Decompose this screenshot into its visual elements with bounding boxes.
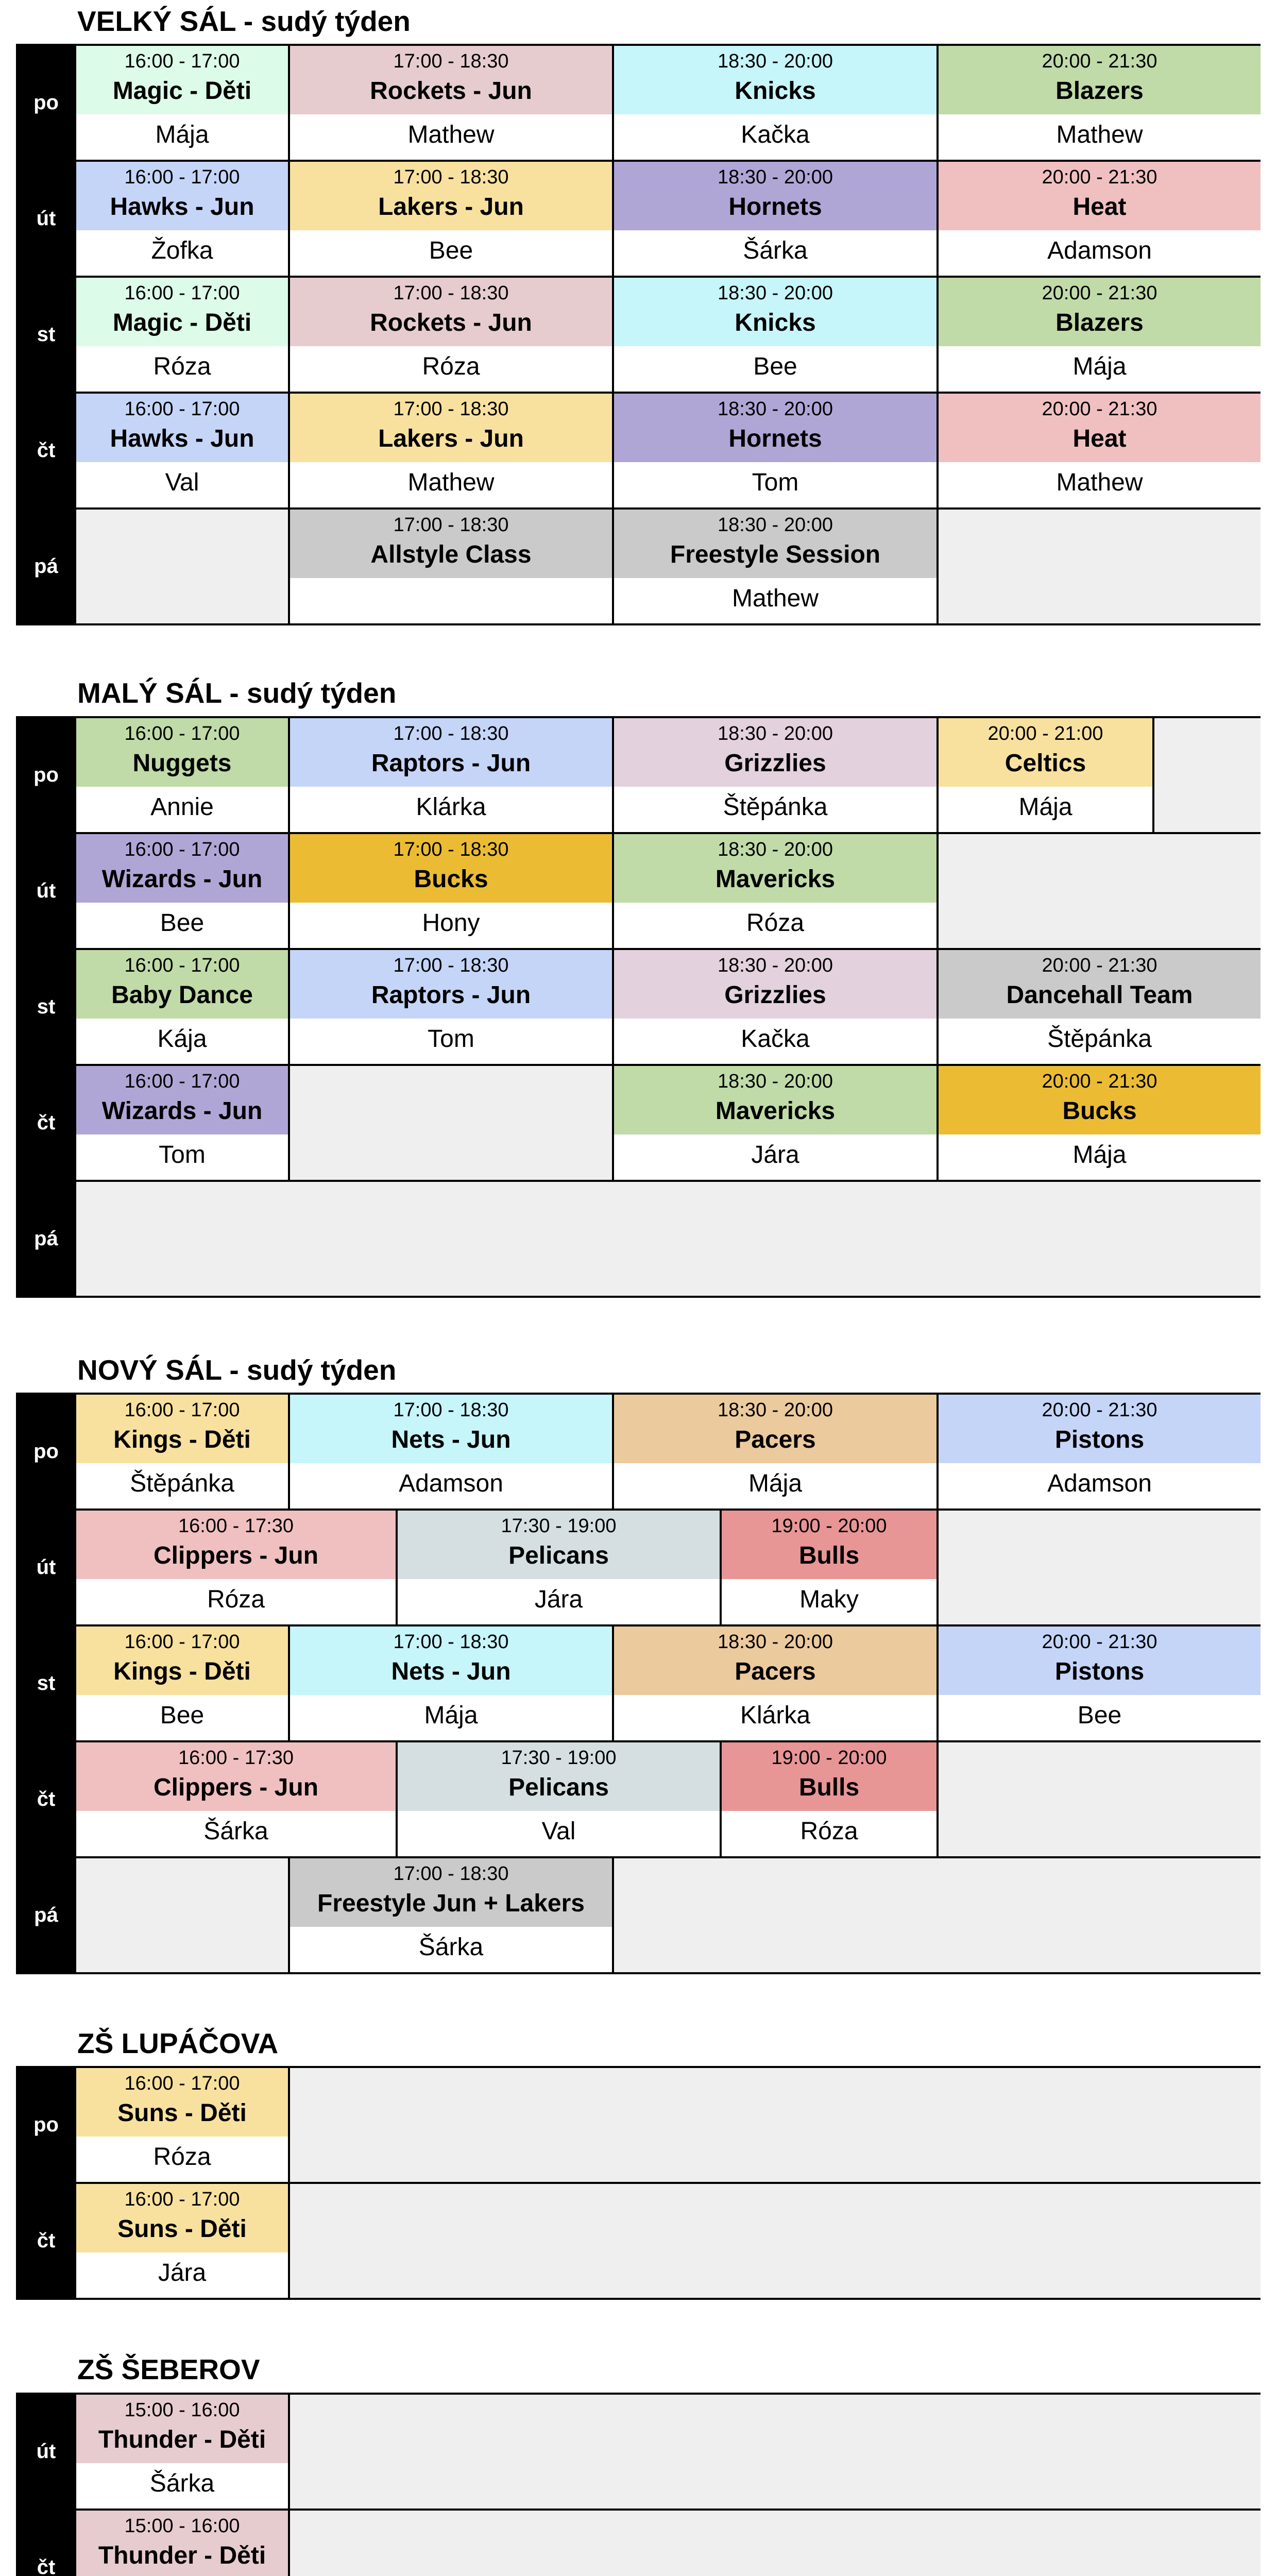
class-cell-rockets-jun[interactable] xyxy=(288,46,612,160)
class-cell-bulls[interactable] xyxy=(720,1511,937,1624)
class-cell-mavericks[interactable] xyxy=(612,1066,937,1180)
class-cell-hornets[interactable] xyxy=(612,162,937,276)
schedule-table-novy-sal xyxy=(16,1393,1261,1974)
class-time: 16:00 - 17:00 xyxy=(124,166,240,188)
class-time: 16:00 - 17:00 xyxy=(124,50,240,72)
class-cell-blazers[interactable] xyxy=(937,46,1261,160)
class-name: Clippers - Jun xyxy=(153,1542,319,1569)
class-header xyxy=(614,1626,937,1695)
class-time: 16:00 - 17:00 xyxy=(124,839,240,860)
class-name: Baby Dance xyxy=(111,981,253,1009)
class-name: Hornets xyxy=(728,193,822,221)
class-cell-pacers[interactable] xyxy=(612,1395,937,1509)
class-teacher: Šárka xyxy=(418,1934,484,1961)
class-teacher: Bee xyxy=(753,353,797,380)
empty-slot xyxy=(288,2068,1261,2182)
class-cell-suns-deti[interactable] xyxy=(74,2184,288,2298)
class-cell-hawks-jun[interactable] xyxy=(74,394,288,507)
class-cell-heat[interactable] xyxy=(937,394,1261,507)
class-teacher: Adamson xyxy=(1047,1470,1152,1497)
class-time: 18:30 - 20:00 xyxy=(718,282,833,304)
class-header xyxy=(76,1066,288,1134)
class-cell-knicks[interactable] xyxy=(612,278,937,392)
empty-slot xyxy=(1152,718,1261,832)
class-header xyxy=(76,2184,288,2252)
class-name: Hornets xyxy=(728,425,822,452)
class-header xyxy=(76,2511,288,2576)
class-cell-nuggets[interactable] xyxy=(74,718,288,832)
class-name: Pistons xyxy=(1054,1426,1145,1453)
class-teacher: Klárka xyxy=(740,1702,811,1729)
class-header xyxy=(76,834,288,903)
class-name: Magic - Děti xyxy=(112,77,252,105)
class-time: 16:00 - 17:00 xyxy=(124,723,240,744)
class-header xyxy=(939,162,1261,230)
class-teacher: Klárka xyxy=(416,793,486,821)
class-time: 18:30 - 20:00 xyxy=(718,166,833,188)
day-label-po: po xyxy=(33,91,59,114)
class-name: Bulls xyxy=(798,1542,860,1569)
class-name: Rockets - Jun xyxy=(370,309,532,336)
class-name: Freestyle Jun + Lakers xyxy=(317,1890,585,1917)
class-name: Nuggets xyxy=(132,750,232,777)
class-header xyxy=(76,162,288,230)
class-teacher: Róza xyxy=(800,1818,858,1845)
class-cell-kings-deti[interactable] xyxy=(74,1395,288,1509)
day-label-st: st xyxy=(37,323,56,346)
class-cell-mavericks[interactable] xyxy=(612,834,937,948)
class-teacher: Kačka xyxy=(741,121,810,148)
class-time: 17:00 - 18:30 xyxy=(393,955,509,976)
class-name: Dancehall Team xyxy=(1006,981,1193,1009)
class-teacher: Mathew xyxy=(1056,121,1143,148)
class-name: Suns - Děti xyxy=(117,2099,247,2127)
class-teacher: Róza xyxy=(153,2143,211,2171)
schedule-table-velky-sal xyxy=(16,44,1261,625)
class-teacher: Val xyxy=(165,469,199,496)
class-time: 19:00 - 20:00 xyxy=(771,1747,887,1769)
class-name: Hawks - Jun xyxy=(110,193,254,221)
class-cell-lakers-jun[interactable] xyxy=(288,394,612,507)
class-cell-baby-dance[interactable] xyxy=(74,950,288,1064)
day-label-ct: čt xyxy=(37,1111,56,1134)
class-time: 17:00 - 18:30 xyxy=(393,1399,509,1421)
class-header xyxy=(290,1858,612,1927)
class-teacher: Hony xyxy=(422,909,480,937)
section-title-maly-sal: MALÝ SÁL - sudý týden xyxy=(77,677,397,709)
class-teacher: Žofka xyxy=(151,237,213,264)
class-header xyxy=(614,1066,937,1134)
class-header xyxy=(76,1395,288,1463)
day-label-ut: út xyxy=(36,879,56,902)
class-teacher: Val xyxy=(541,1818,576,1845)
class-teacher: Róza xyxy=(746,909,805,937)
class-name: Pelicans xyxy=(508,1774,609,1801)
class-teacher: Mája xyxy=(424,1702,478,1729)
class-name: Rockets - Jun xyxy=(370,77,532,105)
class-header xyxy=(290,394,612,462)
class-teacher: Mája xyxy=(155,121,209,148)
class-time: 17:00 - 18:30 xyxy=(393,398,509,420)
class-name: Hawks - Jun xyxy=(110,425,254,452)
class-header xyxy=(290,278,612,346)
class-header xyxy=(939,1066,1261,1134)
class-header xyxy=(614,278,937,346)
class-time: 15:00 - 16:00 xyxy=(124,2515,240,2537)
class-teacher: Bee xyxy=(160,1702,205,1729)
class-time: 17:00 - 18:30 xyxy=(393,514,509,536)
day-label-ut: út xyxy=(36,207,56,230)
class-teacher: Mája xyxy=(1018,793,1072,821)
class-teacher: Mája xyxy=(1072,1141,1127,1168)
day-label-pa: pá xyxy=(34,1904,58,1926)
class-name: Pelicans xyxy=(508,1542,609,1569)
class-teacher: Róza xyxy=(153,353,211,380)
empty-slot xyxy=(288,1066,612,1180)
class-header xyxy=(76,1626,288,1695)
class-time: 18:30 - 20:00 xyxy=(718,955,833,976)
class-cell-thunder-deti[interactable] xyxy=(74,2395,288,2509)
class-header xyxy=(290,510,612,578)
class-header xyxy=(939,950,1261,1019)
class-time: 18:30 - 20:00 xyxy=(718,1399,833,1421)
day-label-st: st xyxy=(37,995,56,1018)
class-cell-celtics[interactable] xyxy=(937,718,1152,832)
class-header xyxy=(290,46,612,114)
schedule-table-zs-seberov xyxy=(16,2393,1261,2576)
class-teacher: Adamson xyxy=(1047,237,1152,264)
class-cell-heat[interactable] xyxy=(937,162,1261,276)
class-name: Clippers - Jun xyxy=(153,1774,319,1801)
day-label-ct: čt xyxy=(37,2556,56,2576)
class-time: 20:00 - 21:30 xyxy=(1042,166,1157,188)
empty-slot xyxy=(74,510,288,623)
class-time: 18:30 - 20:00 xyxy=(718,1631,833,1653)
class-header xyxy=(76,394,288,462)
day-label-pa: pá xyxy=(34,555,58,578)
class-cell-raptors-jun[interactable] xyxy=(288,950,612,1064)
empty-slot xyxy=(937,834,1261,948)
day-label-po: po xyxy=(33,1440,59,1463)
empty-slot xyxy=(612,1858,1261,1972)
class-name: Knicks xyxy=(735,309,816,336)
empty-slot xyxy=(288,2184,1261,2298)
class-header xyxy=(76,46,288,114)
class-header xyxy=(939,278,1261,346)
class-time: 17:00 - 18:30 xyxy=(393,282,509,304)
class-header xyxy=(722,1742,937,1811)
class-teacher: Štěpánka xyxy=(130,1470,234,1497)
class-cell-hornets[interactable] xyxy=(612,394,937,507)
class-header xyxy=(76,2068,288,2137)
class-time: 19:00 - 20:00 xyxy=(771,1515,887,1537)
class-time: 16:00 - 17:00 xyxy=(124,955,240,976)
class-name: Mavericks xyxy=(715,866,836,893)
class-cell-rockets-jun[interactable] xyxy=(288,278,612,392)
class-teacher: Jára xyxy=(751,1141,799,1168)
class-name: Suns - Děti xyxy=(117,2215,247,2243)
class-cell-suns-deti[interactable] xyxy=(74,2068,288,2182)
class-name: Heat xyxy=(1072,425,1127,452)
class-teacher: Bee xyxy=(1077,1702,1122,1729)
class-header xyxy=(290,162,612,230)
class-time: 16:00 - 17:00 xyxy=(124,2189,240,2210)
class-time: 18:30 - 20:00 xyxy=(718,398,833,420)
class-time: 17:00 - 18:30 xyxy=(393,839,509,860)
class-name: Grizzlies xyxy=(724,981,826,1009)
class-name: Magic - Děti xyxy=(112,309,252,336)
class-header xyxy=(722,1511,937,1579)
class-teacher: Mathew xyxy=(407,121,495,148)
class-cell-thunder-deti[interactable] xyxy=(74,2511,288,2576)
class-name: Knicks xyxy=(735,77,816,105)
class-time: 17:30 - 19:00 xyxy=(501,1747,617,1769)
class-time: 16:00 - 17:00 xyxy=(124,1631,240,1653)
class-cell-clippers-jun[interactable] xyxy=(74,1511,396,1624)
class-name: Pistons xyxy=(1054,1658,1145,1685)
class-header xyxy=(76,278,288,346)
class-teacher: Tom xyxy=(752,469,799,496)
class-header xyxy=(614,950,937,1019)
class-teacher: Kája xyxy=(157,1025,207,1053)
class-cell-hawks-jun[interactable] xyxy=(74,162,288,276)
class-teacher: Mája xyxy=(748,1470,803,1497)
class-time: 18:30 - 20:00 xyxy=(718,839,833,860)
section-title-novy-sal: NOVÝ SÁL - sudý týden xyxy=(77,1354,397,1386)
class-time: 17:00 - 18:30 xyxy=(393,50,509,72)
schedule-table-zs-lupacova xyxy=(16,2066,1261,2300)
schedule-table-maly-sal xyxy=(16,716,1261,1298)
class-time: 18:30 - 20:00 xyxy=(718,1071,833,1092)
class-name: Bucks xyxy=(1062,1097,1137,1125)
empty-slot xyxy=(74,1858,288,1972)
section-title-zs-lupacova: ZŠ LUPÁČOVA xyxy=(77,2027,279,2059)
class-cell-clippers-jun[interactable] xyxy=(74,1742,396,1856)
class-teacher: Šárka xyxy=(149,2470,215,2497)
class-cell-blazers[interactable] xyxy=(937,278,1261,392)
class-name: Lakers - Jun xyxy=(378,193,524,221)
day-label-ut: út xyxy=(36,1556,56,1579)
class-cell-bulls[interactable] xyxy=(720,1742,937,1856)
class-teacher: Tom xyxy=(428,1025,474,1053)
class-cell-pelicans[interactable] xyxy=(396,1511,720,1624)
class-cell-nets-jun[interactable] xyxy=(288,1626,612,1740)
class-time: 17:00 - 18:30 xyxy=(393,723,509,744)
class-header xyxy=(614,834,937,903)
class-cell-pistons[interactable] xyxy=(937,1395,1261,1509)
class-header xyxy=(398,1742,720,1811)
class-header xyxy=(939,1626,1261,1695)
class-time: 18:30 - 20:00 xyxy=(718,723,833,744)
class-time: 20:00 - 21:30 xyxy=(1042,955,1157,976)
class-name: Lakers - Jun xyxy=(378,425,524,452)
class-teacher: Šárka xyxy=(203,1818,268,1845)
day-label-ct: čt xyxy=(37,439,56,462)
class-cell-pacers[interactable] xyxy=(612,1626,937,1740)
class-teacher: Kačka xyxy=(741,1025,810,1053)
day-label-ct: čt xyxy=(37,1788,56,1810)
class-time: 16:00 - 17:00 xyxy=(124,1071,240,1092)
day-label-po: po xyxy=(33,2113,59,2136)
class-cell-pelicans[interactable] xyxy=(396,1742,720,1856)
class-cell-wizards-jun[interactable] xyxy=(74,1066,288,1180)
class-teacher: Štěpánka xyxy=(1047,1025,1152,1053)
class-header xyxy=(76,1742,396,1811)
class-time: 20:00 - 21:30 xyxy=(1042,50,1157,72)
class-header xyxy=(76,2395,288,2463)
class-cell-freestyle-jun-lakers[interactable] xyxy=(288,1858,612,1972)
class-header xyxy=(614,1395,937,1463)
class-cell-wizards-jun[interactable] xyxy=(74,834,288,948)
class-time: 17:00 - 18:30 xyxy=(393,1863,509,1885)
class-time: 17:30 - 19:00 xyxy=(501,1515,617,1537)
class-time: 20:00 - 21:00 xyxy=(987,723,1103,744)
class-header xyxy=(290,834,612,903)
class-header xyxy=(290,950,612,1019)
class-cell-allstyle-class[interactable] xyxy=(288,510,612,623)
class-name: Nets - Jun xyxy=(391,1426,511,1453)
class-time: 18:30 - 20:00 xyxy=(718,50,833,72)
class-header xyxy=(290,1626,612,1695)
class-teacher: Mathew xyxy=(407,469,495,496)
section-title-velky-sal: VELKÝ SÁL - sudý týden xyxy=(77,5,411,37)
class-cell-dancehall-team[interactable] xyxy=(937,950,1261,1064)
class-cell-lakers-jun[interactable] xyxy=(288,162,612,276)
class-time: 20:00 - 21:30 xyxy=(1042,1071,1157,1092)
class-time: 16:00 - 17:00 xyxy=(124,2073,240,2094)
class-teacher: Bee xyxy=(429,237,473,264)
class-teacher: Šárka xyxy=(743,237,808,264)
class-header xyxy=(939,46,1261,114)
class-name: Kings - Děti xyxy=(113,1658,251,1685)
class-teacher: Mathew xyxy=(1056,469,1143,496)
class-time: 20:00 - 21:30 xyxy=(1042,282,1157,304)
class-name: Pacers xyxy=(735,1426,816,1453)
class-cell-raptors-jun[interactable] xyxy=(288,718,612,832)
class-header xyxy=(76,718,288,787)
class-teacher: Adamson xyxy=(399,1470,503,1497)
class-header xyxy=(398,1511,720,1579)
day-label-ut: út xyxy=(36,2440,56,2463)
class-cell-nets-jun[interactable] xyxy=(288,1395,612,1509)
day-label-pa: pá xyxy=(34,1227,58,1250)
class-name: Wizards - Jun xyxy=(101,866,263,893)
class-name: Mavericks xyxy=(715,1097,836,1125)
class-header xyxy=(614,510,937,578)
empty-slot xyxy=(937,1511,1261,1624)
empty-slot xyxy=(74,1182,1261,1296)
class-header xyxy=(76,1511,396,1579)
class-name: Raptors - Jun xyxy=(371,981,531,1009)
class-teacher: Bee xyxy=(160,909,205,937)
class-name: Celtics xyxy=(1004,750,1086,777)
class-cell-knicks[interactable] xyxy=(612,46,937,160)
class-name: Blazers xyxy=(1055,77,1144,105)
class-header xyxy=(614,394,937,462)
class-header xyxy=(614,162,937,230)
class-header xyxy=(614,46,937,114)
day-label-po: po xyxy=(33,764,59,786)
class-name: Raptors - Jun xyxy=(371,750,531,777)
class-name: Kings - Děti xyxy=(113,1426,251,1453)
class-teacher: Róza xyxy=(422,353,480,380)
class-name: Bucks xyxy=(414,866,488,893)
class-teacher: Jára xyxy=(534,1586,583,1613)
class-cell-pistons[interactable] xyxy=(937,1626,1261,1740)
empty-slot xyxy=(288,2395,1261,2509)
class-header xyxy=(290,718,612,787)
class-teacher: Štěpánka xyxy=(723,793,828,821)
day-label-st: st xyxy=(37,1672,56,1694)
class-name: Allstyle Class xyxy=(370,541,532,568)
class-name: Freestyle Session xyxy=(670,541,881,568)
class-header xyxy=(939,1395,1261,1463)
class-name: Heat xyxy=(1072,193,1127,221)
class-teacher: Jára xyxy=(158,2259,207,2286)
class-name: Nets - Jun xyxy=(391,1658,511,1685)
class-name: Thunder - Děti xyxy=(98,2542,266,2569)
class-time: 17:00 - 18:30 xyxy=(393,1631,509,1653)
class-header xyxy=(76,950,288,1019)
section-title-zs-seberov: ZŠ ŠEBEROV xyxy=(77,2353,260,2385)
class-name: Pacers xyxy=(735,1658,816,1685)
class-time: 16:00 - 17:00 xyxy=(124,1399,240,1421)
class-teacher: Mája xyxy=(1072,353,1127,380)
empty-slot xyxy=(937,510,1261,623)
class-cell-grizzlies[interactable] xyxy=(612,718,937,832)
class-cell-magic-deti[interactable] xyxy=(74,278,288,392)
class-header xyxy=(939,718,1152,787)
class-teacher: Annie xyxy=(150,793,214,821)
class-cell-freestyle-session[interactable] xyxy=(612,510,937,623)
class-time: 16:00 - 17:30 xyxy=(178,1515,294,1537)
class-time: 18:30 - 20:00 xyxy=(718,514,833,536)
class-cell-bucks[interactable] xyxy=(288,834,612,948)
class-cell-kings-deti[interactable] xyxy=(74,1626,288,1740)
class-time: 17:00 - 18:30 xyxy=(393,166,509,188)
class-header xyxy=(939,394,1261,462)
class-cell-grizzlies[interactable] xyxy=(612,950,937,1064)
class-time: 20:00 - 21:30 xyxy=(1042,398,1157,420)
class-teacher: Mathew xyxy=(731,585,819,612)
day-label-ct: čt xyxy=(37,2229,56,2252)
class-name: Grizzlies xyxy=(724,750,826,777)
class-cell-magic-deti[interactable] xyxy=(74,46,288,160)
class-teacher: Maky xyxy=(799,1586,859,1613)
class-header xyxy=(614,718,937,787)
class-time: 20:00 - 21:30 xyxy=(1042,1399,1157,1421)
class-teacher: Tom xyxy=(159,1141,206,1168)
class-time: 16:00 - 17:00 xyxy=(124,398,240,420)
class-time: 15:00 - 16:00 xyxy=(124,2399,240,2421)
class-name: Bulls xyxy=(798,1774,860,1801)
empty-slot xyxy=(288,2511,1261,2576)
class-name: Thunder - Děti xyxy=(98,2426,266,2453)
class-time: 16:00 - 17:00 xyxy=(124,282,240,304)
class-teacher: Róza xyxy=(207,1586,265,1613)
class-time: 20:00 - 21:30 xyxy=(1042,1631,1157,1653)
class-time: 16:00 - 17:30 xyxy=(178,1747,294,1769)
class-header xyxy=(290,1395,612,1463)
class-cell-bucks[interactable] xyxy=(937,1066,1261,1180)
empty-slot xyxy=(937,1742,1261,1856)
class-name: Wizards - Jun xyxy=(101,1097,263,1125)
class-name: Blazers xyxy=(1055,309,1144,336)
